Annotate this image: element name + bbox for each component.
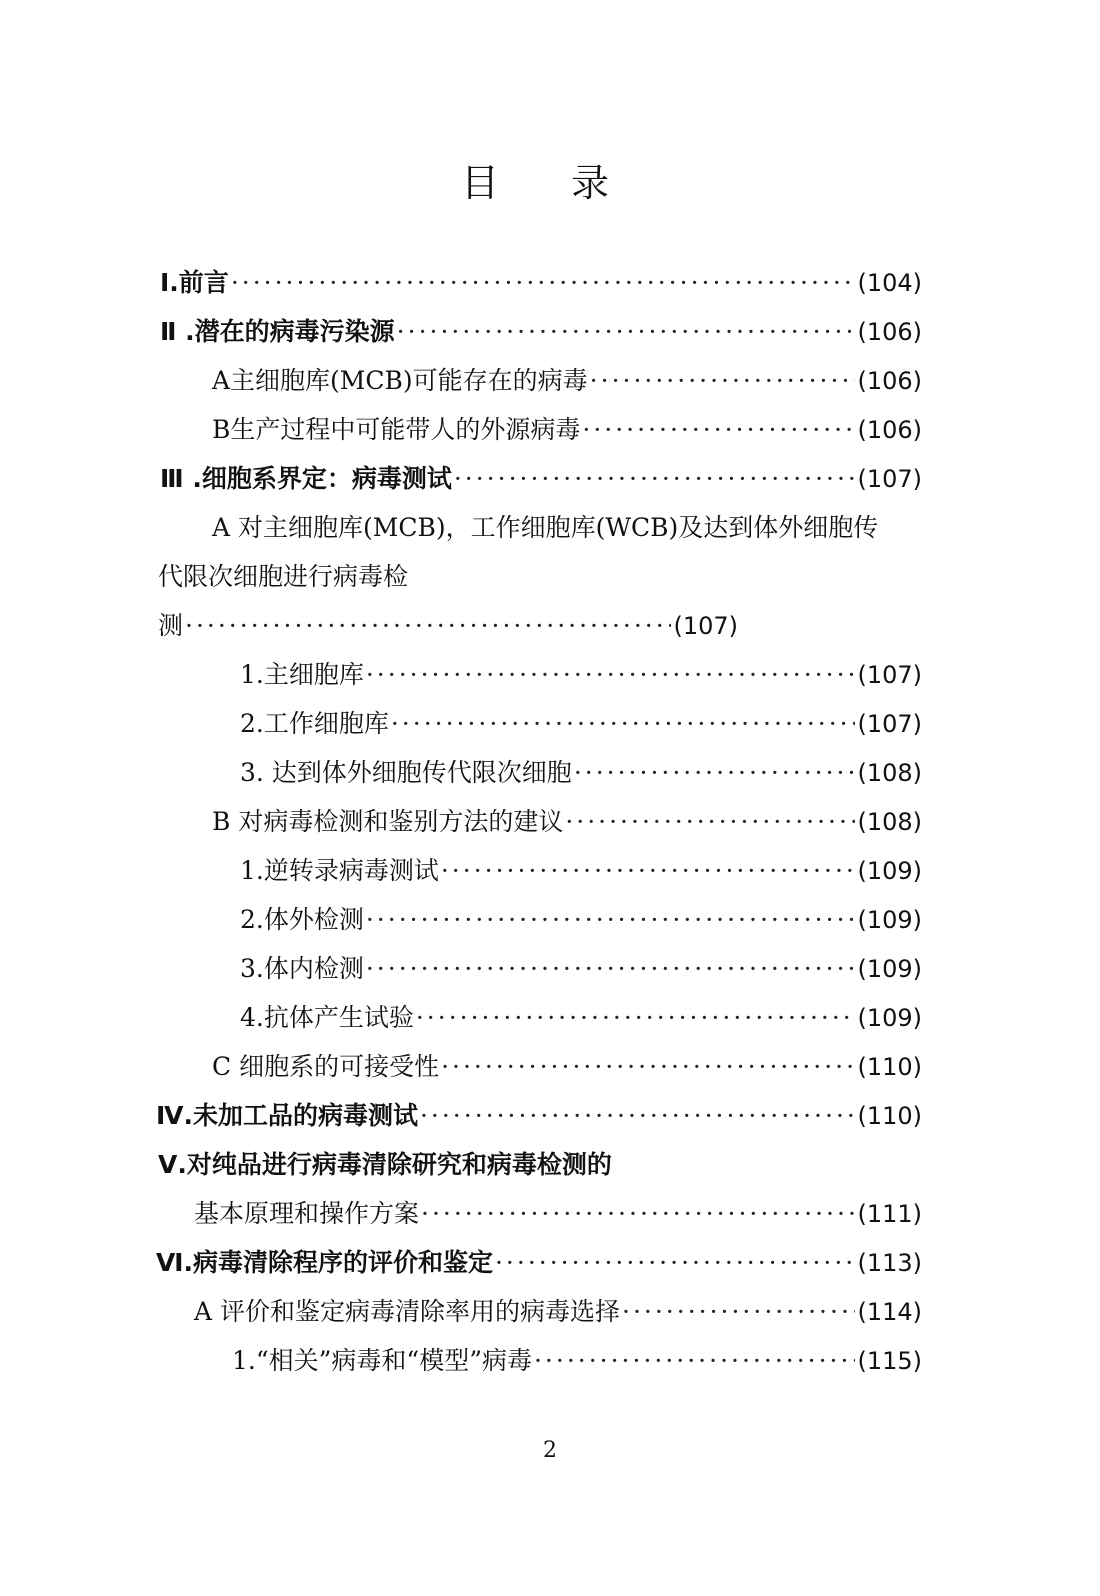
leader-dots [366,949,856,989]
leader-dots [231,263,856,303]
toc-entry-mcb-viruses[interactable] [212,361,922,401]
toc-page: (107) [857,710,922,738]
leader-dots [185,606,671,646]
toc-entry-antibody-production[interactable] [240,998,922,1038]
leader-dots [391,704,856,744]
toc-label: C 细胞系的可接受性 [212,1052,440,1081]
toc-entry-cell-line-testing[interactable] [160,459,922,499]
leader-dots [416,998,856,1038]
toc-label: 测 [158,611,184,640]
leader-dots [441,1047,855,1087]
leader-dots [421,1194,855,1234]
toc-entry-retrovirus-testing[interactable] [240,851,922,891]
toc-page: (110) [857,1102,922,1130]
leader-dots [582,410,855,450]
toc-label: Ⅵ.病毒清除程序的评价和鉴定 [156,1248,493,1277]
toc-label: 3.体内检测 [240,954,364,983]
toc-page: (109) [857,906,922,934]
toc-entry-wrapped-heading: Ⅴ.对纯品进行病毒清除研究和病毒检测的 [158,1150,612,1179]
toc-page: (113) [857,1249,922,1277]
leader-dots [622,1292,855,1332]
toc-page: (106) [857,318,922,346]
toc-label: B 对病毒检测和鉴别方法的建议 [212,807,564,836]
toc-entry-wrapped-line-1: A 对主细胞库(MCB)，工作细胞库(WCB)及达到体外细胞传 [212,513,879,542]
toc-page: (107) [857,661,922,689]
toc-entry-detection-methods[interactable] [212,802,922,842]
toc-entry-cell-line-acceptability[interactable] [212,1047,922,1087]
toc-page: (115) [857,1347,922,1375]
toc-entry-master-cell-bank[interactable] [240,655,922,695]
toc-page: (109) [857,857,922,885]
toc-label: 基本原理和操作方案 [194,1199,420,1228]
toc-page: (107) [857,465,922,493]
toc-entry-working-cell-bank[interactable] [240,704,922,744]
toc-entry-in-vivo[interactable] [240,949,922,989]
toc-entry-preface[interactable] [160,263,922,303]
leader-dots [590,361,856,401]
toc-label: A 评价和鉴定病毒清除率用的病毒选择 [194,1297,621,1326]
toc-page: (110) [857,1053,922,1081]
toc-entry-contamination-sources[interactable] [160,312,922,352]
leader-dots [534,1341,855,1381]
toc-page: (109) [857,955,922,983]
toc-label: Ⅲ .细胞系界定：病毒测试 [160,464,452,493]
toc-entry-in-vitro[interactable] [240,900,922,940]
leader-dots [397,312,856,352]
toc-page: (109) [857,1004,922,1032]
toc-entry-cell-bank-testing[interactable] [158,606,738,646]
toc-entry-virus-selection[interactable] [194,1292,922,1332]
toc-label: A主细胞库(MCB)可能存在的病毒 [212,366,588,395]
toc-entry-rationale-and-plan[interactable] [194,1194,922,1234]
leader-dots [565,802,855,842]
page-number: 2 [543,1438,557,1463]
toc-label: 2.工作细胞库 [240,709,389,738]
toc-page: (106) [857,367,922,395]
toc-label: Ⅰ.前言 [160,268,229,297]
toc-entry-unprocessed-bulk[interactable] [156,1096,922,1136]
leader-dots [574,753,856,793]
page-title: 目 录 [460,161,640,205]
toc-entry-relevant-model-viruses[interactable] [232,1341,922,1381]
toc-page: (104) [857,269,922,297]
toc-label: Ⅱ .潜在的病毒污染源 [160,317,395,346]
toc-entry-wrapped-line-2: 代限次细胞进行病毒检 [158,562,409,591]
toc-label: 4.抗体产生试验 [240,1003,414,1032]
toc-entry-end-of-production-cells[interactable] [240,753,922,793]
toc-page: (106) [857,416,922,444]
toc-entry-clearance-evaluation[interactable] [156,1243,922,1283]
toc-page: (114) [857,1298,922,1326]
toc-label: 1.主细胞库 [240,660,364,689]
toc-page: (108) [857,808,922,836]
leader-dots [441,851,856,891]
leader-dots [420,1096,855,1136]
toc-entry-adventitious-viruses[interactable] [212,410,922,450]
leader-dots [495,1243,855,1283]
toc-page: (111) [857,1200,922,1228]
leader-dots [366,655,856,695]
leader-dots [366,900,856,940]
toc-label: 2.体外检测 [240,905,364,934]
toc-label: B生产过程中可能带人的外源病毒 [212,415,581,444]
toc-label: Ⅳ.未加工品的病毒测试 [156,1101,418,1130]
toc-label: 3. 达到体外细胞传代限次细胞 [240,758,572,787]
toc-page: (108) [857,759,922,787]
toc-page: (107) [673,612,738,640]
leader-dots [454,459,856,499]
toc-label: 1.逆转录病毒测试 [240,856,439,885]
toc-label: 1.“相关”病毒和“模型”病毒 [232,1346,532,1375]
